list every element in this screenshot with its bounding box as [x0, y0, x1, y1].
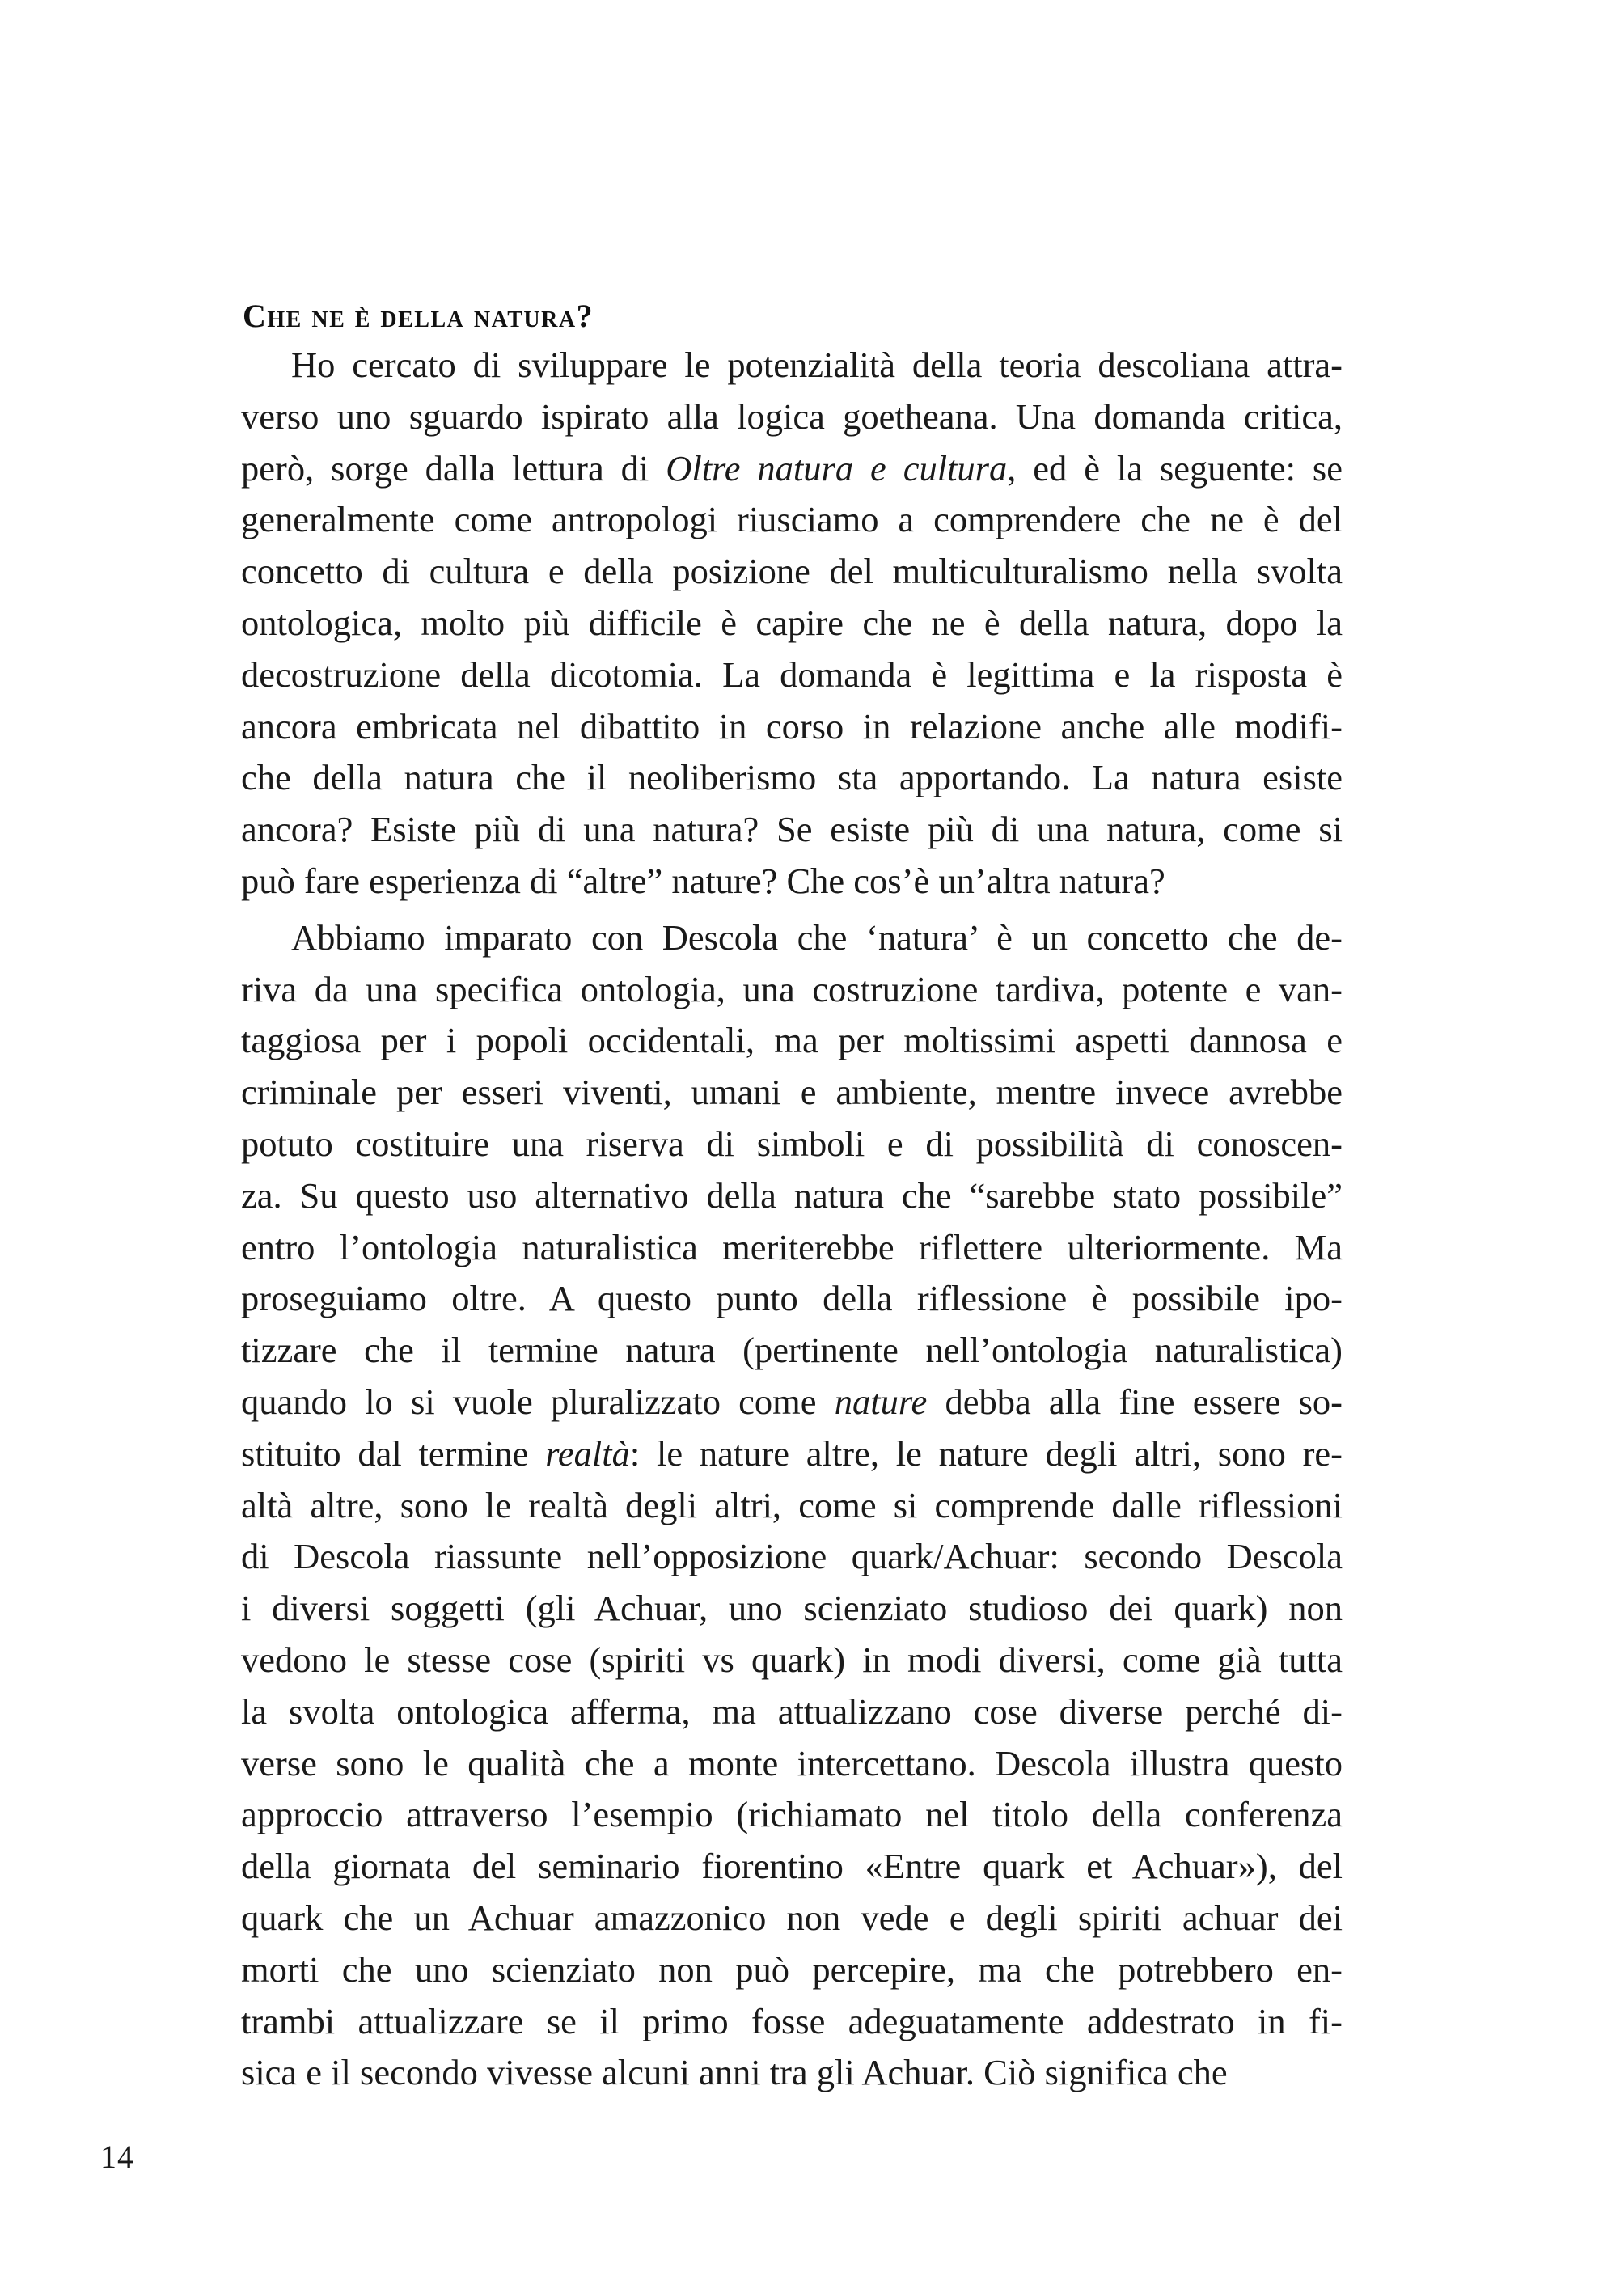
paragraph-1 — [241, 340, 1343, 907]
text-line: morti che uno scienziato non può percepire, ma che potrebbero en- — [241, 1948, 1343, 1990]
text-line: ontologica, molto più difficile è capire che ne è della natura, dopo la — [241, 602, 1343, 643]
text-line: la svolta ontologica afferma, ma attualizzano cose diverse perché di- — [241, 1690, 1343, 1732]
text-line: altà altre, sono le realtà degli altri, come si comprende dalle riflessioni — [241, 1484, 1343, 1525]
text-line: criminale per esseri viventi, umani e ambiente, mentre invece avrebbe — [241, 1072, 1343, 1113]
text-line: za. Su questo uso alternativo della natura che “sarebbe stato possibile” — [241, 1174, 1343, 1216]
text-line: i diversi soggetti (gli Achuar, uno scienziato studioso dei quark) non — [241, 1588, 1343, 1629]
body-text — [241, 340, 1343, 2099]
text-line: ancora? Esiste più di una natura? Se esiste più di una natura, come si — [241, 809, 1343, 850]
text-line: taggiosa per i popoli occidentali, ma per moltissimi aspetti dannosa e — [241, 1020, 1343, 1061]
text-line: quando lo si vuole pluralizzato come nature debba alla fine essere so- — [241, 1381, 1343, 1422]
text-line: ancora embricata nel dibattito in corso in relazione anche alle modifi- — [241, 705, 1343, 747]
text-line: decostruzione della dicotomia. La domanda è legittima e la risposta è — [241, 654, 1343, 695]
text-line: della giornata del seminario fiorentino «Entre quark et Achuar»), del — [241, 1846, 1343, 1887]
text-line: può fare esperienza di “altre” nature? Che cos’è un’altra natura? — [241, 860, 1165, 901]
text-line: che della natura che il neoliberismo sta apportando. La natura esiste — [241, 757, 1343, 798]
text-line: Abbiamo imparato con Descola che ‘natura’ è un concetto che de- — [291, 916, 1343, 958]
text-line: approccio attraverso l’esempio (richiamato nel titolo della conferenza — [241, 1794, 1343, 1835]
text-line: potuto costituire una riserva di simboli e di possibilità di conoscen- — [241, 1123, 1343, 1164]
text-line: di Descola riassunte nell’opposizione quark/Achuar: secondo Descola — [241, 1536, 1343, 1577]
text-line: vedono le stesse cose (spiriti vs quark) in modi diversi, come già tutta — [241, 1639, 1343, 1680]
text-line: proseguiamo oltre. A questo punto della riflessione è possibile ipo- — [241, 1278, 1343, 1319]
text-line: riva da una specifica ontologia, una costruzione tardiva, potente e van- — [241, 968, 1343, 1009]
text-line: quark che un Achuar amazzonico non vede e degli spiriti achuar dei — [241, 1897, 1343, 1938]
paragraph-2 — [241, 912, 1343, 2099]
text-line: entro l’ontologia naturalistica meriterebbe riflettere ulteriormente. Ma — [241, 1226, 1343, 1267]
text-line: però, sorge dalla lettura di Oltre natura e cultura, ed è la seguente: se — [241, 447, 1343, 489]
text-line: concetto di cultura e della posizione del multiculturalismo nella svolta — [241, 551, 1343, 592]
text-line: generalmente come antropologi riusciamo a comprendere che ne è del — [241, 499, 1343, 540]
text-line: tizzare che il termine natura (pertinente nell’ontologia naturalistica) — [241, 1330, 1343, 1371]
page-number: 14 — [100, 2139, 134, 2175]
text-line: verso uno sguardo ispirato alla logica goetheana. Una domanda critica, — [241, 396, 1343, 437]
text-line: sica e il secondo vivesse alcuni anni tra gli Achuar. Ciò significa che — [241, 2052, 1228, 2093]
text-line: stituito dal termine realtà: le nature altre, le nature degli altri, sono re- — [241, 1432, 1343, 1474]
text-line: Ho cercato di sviluppare le potenzialità della teoria descoliana attra- — [291, 345, 1343, 385]
text-line: trambi attualizzare se il primo fosse adeguatamente addestrato in fi- — [241, 2000, 1343, 2041]
text-line: verse sono le qualità che a monte intercettano. Descola illustra questo — [241, 1742, 1343, 1783]
section-heading: Che ne è della natura? — [243, 298, 594, 334]
